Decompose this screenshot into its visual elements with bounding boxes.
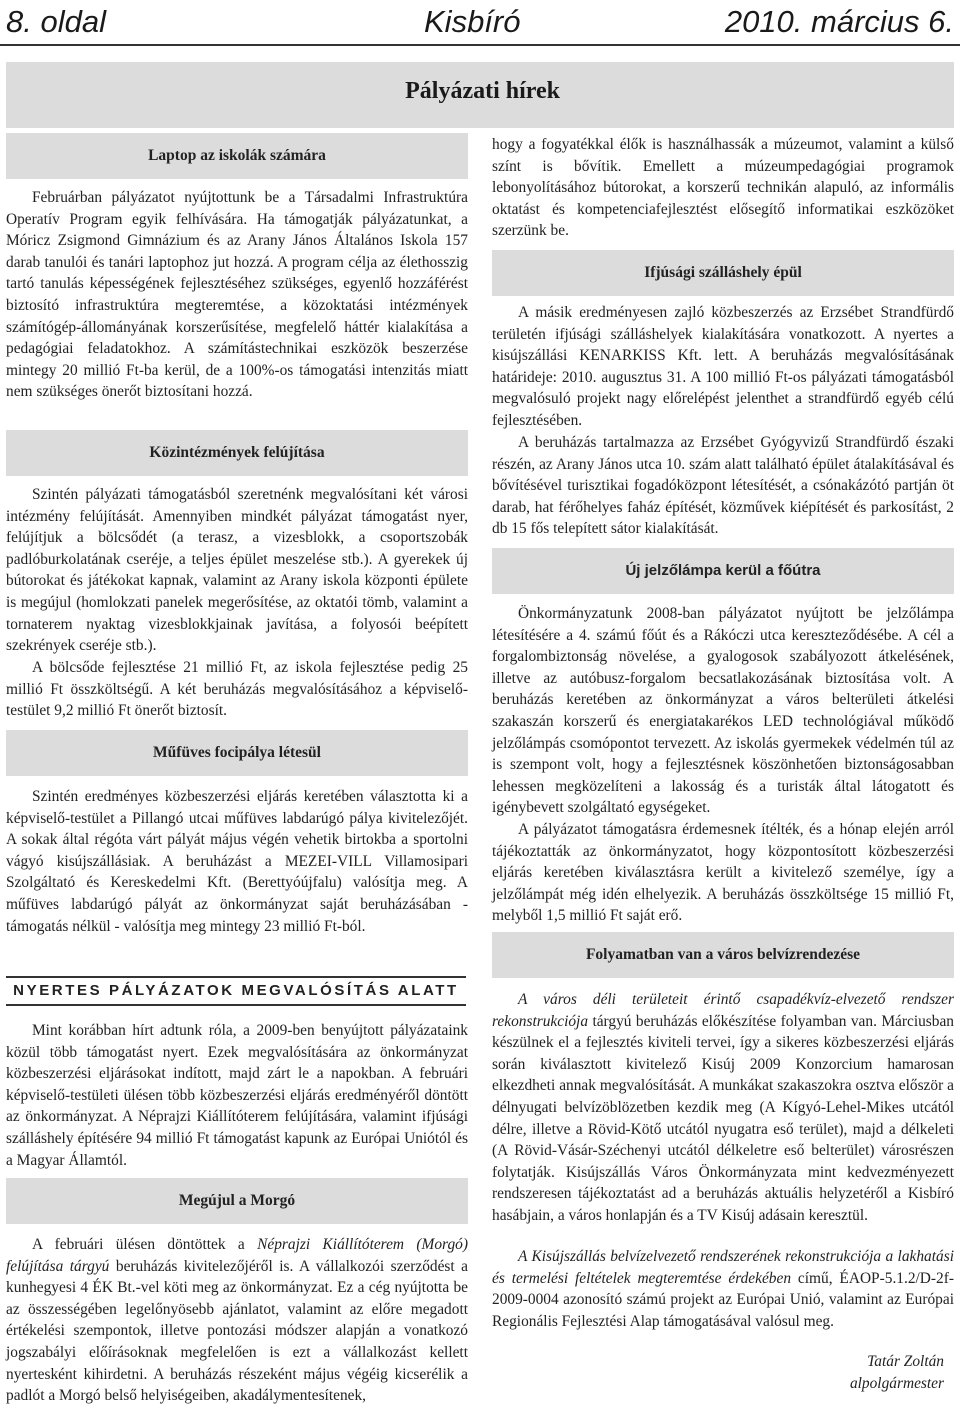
article-heading-kozintezmenyek: Közintézmények felújítása (6, 430, 468, 476)
folyamatban-italic-2: A Kisújszállás belvízelvezető rendszerének rekonstrukciója a lakhatási és termelési feltételek megteremtése érdekében (492, 1248, 954, 1287)
article-body-jelzolampa-2: A pályázatot támogatásra érdemesnek ítélték, és a hónap elején arról tájékoztatták az önkormányzatot, hogy központosított közbeszerzési eljárás keretében kiválasztásra került a kivitelező személye, így a jelzőlámpát még idén elhelyezik. A beruházás összköltsége 15 millió Ft, melyből 1,5 millió Ft saját erő. (492, 821, 954, 925)
article-body-morgo (6, 1234, 468, 1407)
article-continued: hogy a fogyatékkal élők is használhassák a múzeumot, valamint a külső színt is bővítik. Emellett a múzeumpedagógiai programok lebonyolításához bútorokat, a korszerű technikán alapuló, az informális oktatást és kompetenciafejlesztést elősegítő informatikai eszközöket szerzünk be. (492, 136, 954, 240)
article-heading-ifjusagi: Ifjúsági szálláshely épül (492, 250, 954, 296)
paper-name: Kisbíró (424, 4, 521, 39)
article-body-mufuves: Szintén eredményes közbeszerzési eljárás keretében választotta ki a képviselő-testület a Pillangó utcai műfüves labdarúgó pálya kivitelezőjét. A sokak által régóta várt pályát május végén vehetik birtokba a sportolni vágyó kisújszállásiak. A beruházást a MEZEI-VILL Villamosipari Szolgáltató és Kereskedelmi Kft. (Berettyóújfalu) valósítja meg. A műfüves labdarúgó pályát az önkormányzat saját beruházásában - támogatás nélkül - valósítja meg mintegy 23 millió Ft-ból. (6, 788, 468, 935)
article-heading-mufuves: Műfüves focipálya létesül (6, 730, 468, 776)
signature-name: Tatár Zoltán (867, 1353, 944, 1370)
folyamatban-text-1: tárgyú beruházás előkészítése folyamban van. Márciusban készülnek el a fejlesztés kiviteli tervei, így a sikeres közbeszerzési eljárás során kiválasztott kivitelező Kisúj 2009 Konzorcium hamarosan elkezdheti annak megvalósítását. A munkákat szakaszokra osztva először a délnyugati belvízöblözetben kezdik meg (A Kígyó-Lehel-Mikes utcától délre, illetve a Rövid-Kötő utcától nyugatra eső terület), majd a délkeleti (A Rövid-Vásár-Széchenyi utcától délkeletre eső belterület) városrészen folytatják. Kisújszállás Város Önkormányzata mint kedvezményezett rendszeresen tájékoztatást ad a beruházás aktuális helyzetéről a Kisbíró hasábjain, a város honlapján és a TV Kisúj adásain keresztül. (492, 1012, 954, 1224)
folyamatban-italic-1: A város déli területeit érintő csapadékvíz-elvezető rendszer rekonstrukciója (492, 991, 954, 1030)
article-body-jelzolampa-1: Önkormányzatunk 2008-ban pályázatot nyújtott be jelzőlámpa létesítésére a 4. számú főút és a Rákóczi utca kereszteződésébe. A cél a forgalombiztonság növelése, a gyalogosok szabályozott átkelésének, illetve az autóbusz-forgalom becsatlakozásának biztosítása volt. A beruházás keretében az önkormányzat a város belterületi átkelési szakaszán korszerű és energiatakarékos LED technológiával működő jelzőlámpás csomópontot tervezett. Az iskolás gyermekek védelmén túl az is szempont volt, hogy a fejlesztésnek köszönhetően biztonságosabban lehessen megközelíteni a lakosság és a turisták által látogatott és igénybevett szolgáltató egységeket. (492, 605, 954, 817)
section-title: Pályázati hírek (405, 78, 560, 104)
article-body-folyamatban-2 (492, 1246, 954, 1332)
folyamatban-text-2: című, ÉAOP-5.1.2/D-2f-2009-0004 azonosító számú projekt az Európai Unió, valamint az Európai Regionális Fejlesztési Alap támogatásával valósul meg. (492, 1269, 954, 1330)
morgo-text-a: A februári ülésen döntöttek a (32, 1236, 258, 1253)
article-body-kozintezmenyek-1: Szintén pályázati támogatásból szeretnénk megvalósítani két városi intézmény felújítását. Amennyiben mindkét pályázat támogatást nyer, felújítjuk a bölcsődét (a terasz, a vizesblokk, a csoportszobák padlóburkolatának cseréje, a teljes épület meszelése stb.). A gyerekek új bútorokat és játékokat kapnak, valamint az Arany iskola központi épülete is megújul (homlokzati panelek megerősítése, az oktatói tömb, valamint a tornaterem nyaktag vizesblokkjainak javítása, a folyosói beépített szekrények cseréje stb.). (6, 486, 468, 655)
article-body-kozintezmenyek-2: A bölcsőde fejlesztése 21 millió Ft, az iskola fejlesztése pedig 25 millió Ft összköltségű. A két beruházás megvalósításához a képviselő-testület 9,2 millió Ft önerőt biztosít. (6, 659, 468, 720)
article-heading-folyamatban: Folyamatban van a város belvízrendezése (492, 932, 954, 978)
article-body-laptop: Februárban pályázatot nyújtottunk be a Társadalmi Infrastruktúra Operatív Program egyik felhívására. Ha támogatják pályázatunkat, a Móricz Zsigmond Gimnázium és az Arany János Általános Iskola 157 darab tanulói és tanári laptophoz jut hozzá. A program célja az élethosszig tartó tanulás képességének fejlesztéséhez szükséges, egyenlő hozzáférést biztosító infrastruktúra megteremtése, a közoktatási intézmények számítógép-állományának korszerűsítése, megfelelő háttér kialakítása a pedagógiai feladatokhoz. A számítástechnikai eszközök beszerzése mintegy 20 millió Ft-ba kerül, de a 100%-os támogatási intenzitás miatt nem szükséges önerőt biztosítani hozzá. (6, 189, 468, 401)
page-header (0, 0, 960, 46)
morgo-text-b: beruházás kivitelezőjéről is. A vállalkozói szerződést a kunhegyesi 4 ÉK Bt.-vel köti meg az önkormányzat. Ez a cég nyújtotta be az összességében legelőnyösebb ajánlatot, valamint az előre megadott értékelési szempontok, illetve pontozási módszer alapján a vonatkozó jogszabályi előírásoknak megfelelően is ezt a vállalkozást kellett nyertesként kihirdetni. A beruházás részeként május végéig kicserélik a padlót a Morgó belső helyiségeiben, akadálymentesítenek, (6, 1257, 468, 1405)
header-divider (0, 44, 960, 46)
article-heading-jelzolampa: Új jelzőlámpa kerül a főútra (492, 548, 954, 594)
page-number: 8. oldal (6, 4, 106, 39)
morgo-text-italic: Néprajzi Kiállítóterem (Morgó) felújítása tárgyú (6, 1236, 468, 1275)
article-body-folyamatban-1 (492, 989, 954, 1227)
article-body-nyertes: Mint korábban hírt adtunk róla, a 2009-ben benyújtott pályázataink közül több támogatást nyert. Ezek megvalósítására az önkormányzat közbeszerzési eljárásokat indított, majd zárt le a napokban. A februári képviselő-testületi ülésen több közbeszerzési eljárás eredményéről döntött az önkormányzat. A Néprajzi Kiállítóterem felújítására, valamint ifjúsági szálláshely építésére 94 millió Ft támogatást kapunk az Európai Uniótól és a Magyar Államtól. (6, 1022, 468, 1169)
article-heading-laptop: Laptop az iskolák számára (6, 133, 468, 179)
article-body-ifjusagi-1: A másik eredményesen zajló közbeszerzés az Erzsébet Strandfürdő területén ifjúsági szálláshelyek kialakítására vonatkozott. A nyertes a kisújszállási KENARKISS Kft. lett. A beruházás megvalósításának határideje: 2010. augusztus 31. A 100 millió Ft-os pályázati támogatásból megvalósuló projekt nagy előrelépést jelenthet a strandfürdő egyéb célú fejlesztésében. (492, 304, 954, 429)
signature-role: alpolgármester (849, 1375, 944, 1392)
article-body-ifjusagi-2: A beruházás tartalmazza az Erzsébet Gyógyvizű Strandfürdő északi részén, az Arany János utca 10. szám alatt található épület átalakításával és bővítésével turisztikai fogadóközpont létesítését, a csónakázótó partján öt darab, hat férőhelyes faház építését, közművek kiépítését és parkosítást, 2 db 15 fős telepített sátor kialakítását. (492, 434, 954, 538)
article-heading-morgo: Megújul a Morgó (6, 1178, 468, 1224)
issue-date: 2010. március 6. (724, 4, 954, 39)
nyertes-heading: NYERTES PÁLYÁZATOK MEGVALÓSÍTÁS ALATT (6, 976, 466, 1006)
